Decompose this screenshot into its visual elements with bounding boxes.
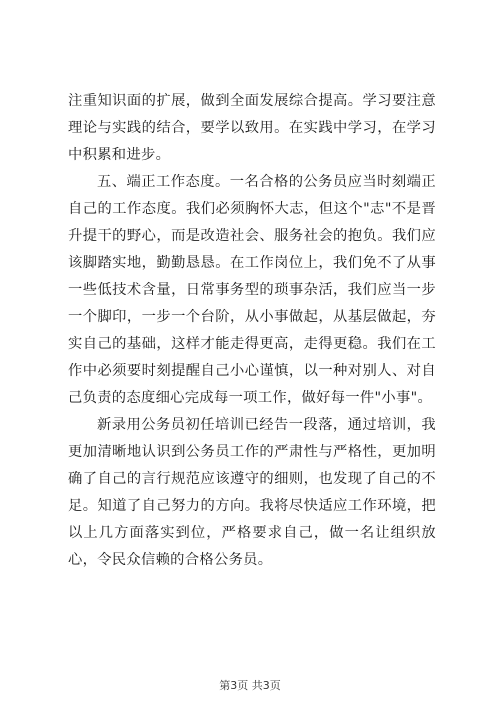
document-body (68, 88, 436, 574)
paragraph-study-continuation: 注重知识面的扩展，做到全面发展综合提高。学习要注意理论与实践的结合，要学以致用。在实践中学习，在学习中积累和进步。 (68, 93, 436, 163)
page-footer: 第3页 共3页 (219, 679, 281, 692)
paragraph-training-conclusion: 新录用公务员初任培训已经告一段落，通过培训，我更加清晰地认识到公务员工作的严肃性与严格性，更加明确了自己的言行规范应该遵守的细则，也发现了自己的不足。知道了自己努力的方向。我将尽快适应工作环境，把以上几方面落实到位，严格要求自己，做一名让组织放心，令民众信赖的合格公务员。 (68, 417, 436, 568)
paragraph-work-attitude: 五、端正工作态度。一名合格的公务员应当时刻端正自己的工作态度。我们必须胸怀大志，但这个"志"不是晋升提干的野心，而是改造社会、服务社会的抱负。我们应该脚踏实地，勤勤恳恳。在工作岗位上，我们免不了从事一些低技术含量，日常事务型的琐事杂活，我们应当一步一个脚印，一步一个台阶，从小事做起，从基层做起，夯实自己的基础，这样才能走得更高，走得更稳。我们在工作中必须要时刻提醒自己小心谨慎，以一种对别人、对自己负责的态度细心完成每一项工作，做好每一件"小事"。 (68, 174, 436, 406)
